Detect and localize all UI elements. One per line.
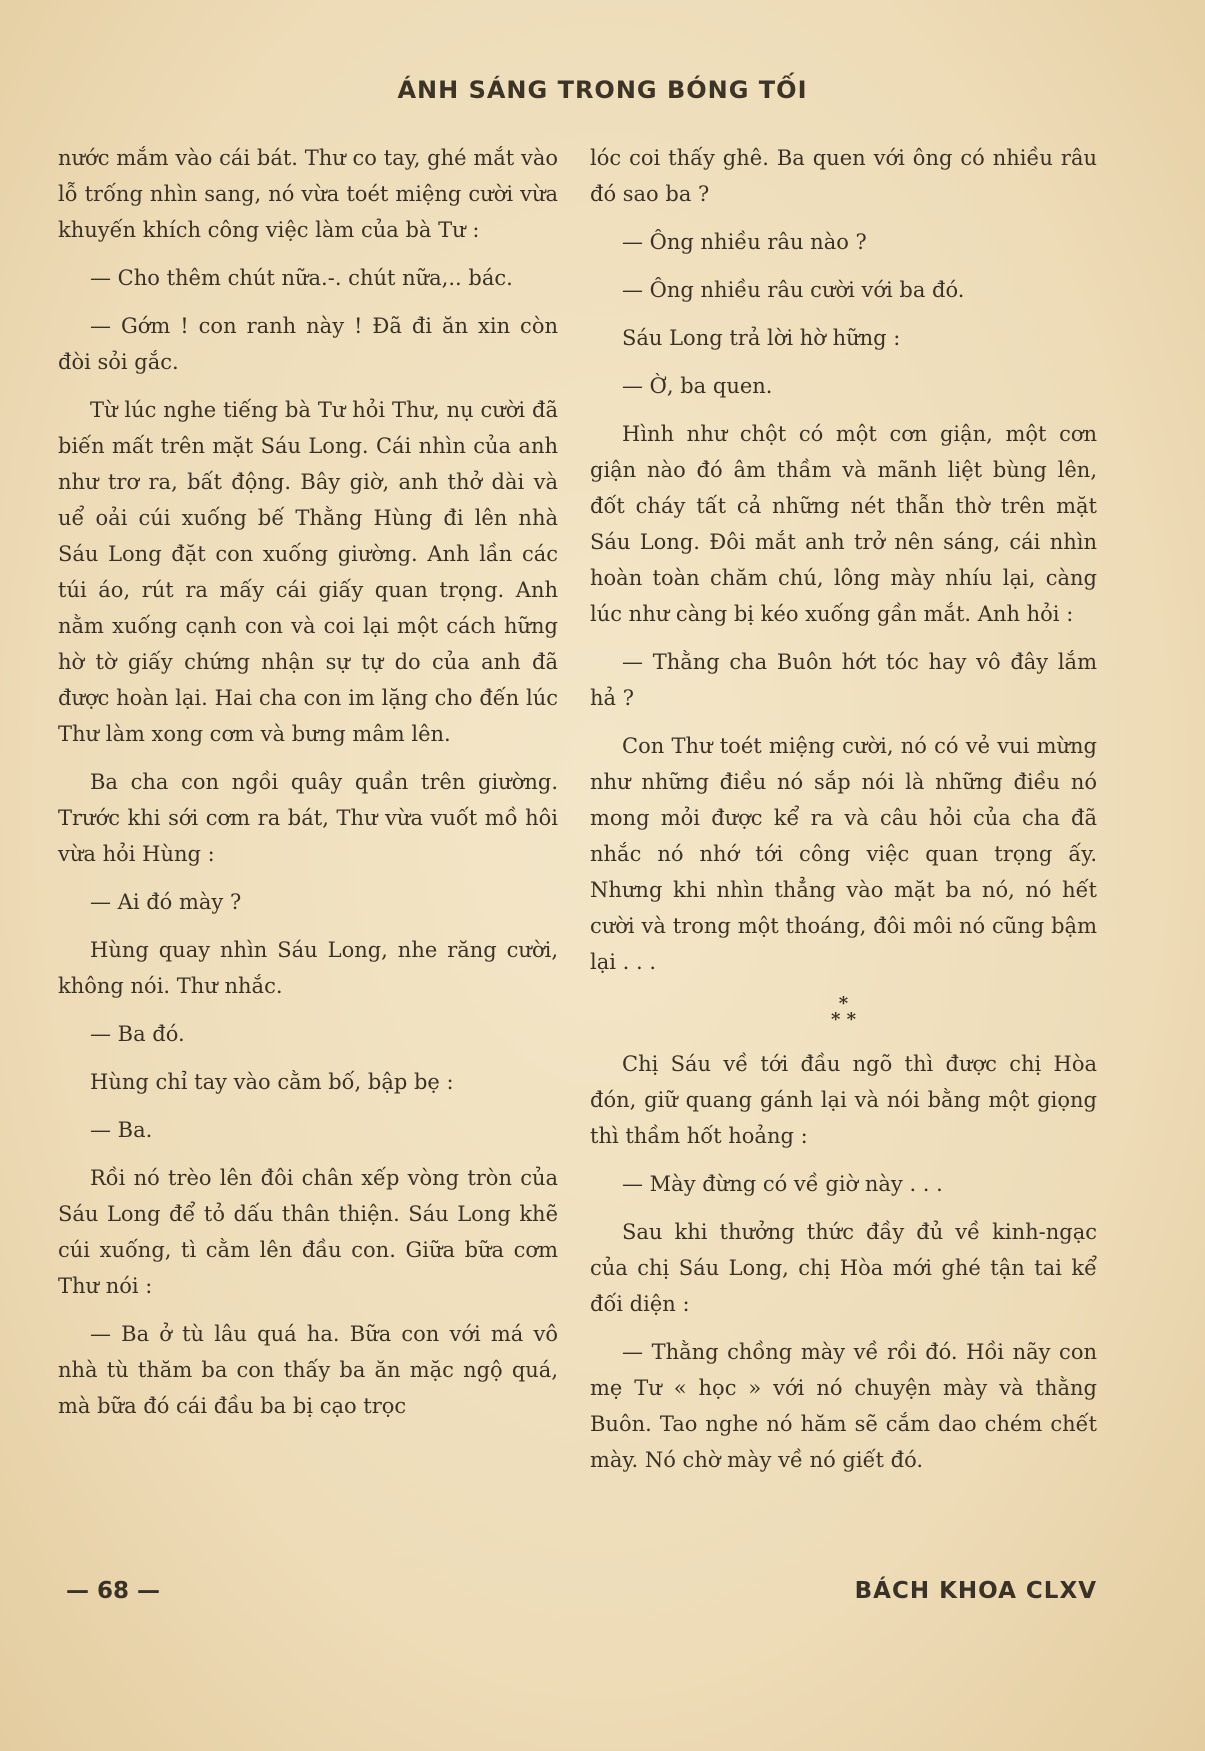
- paragraph: — Ông nhiều râu nào ?: [622, 230, 867, 254]
- paragraph: Hùng quay nhìn Sáu Long, nhe răng cười, không nói. Thư nhắc.: [58, 938, 558, 998]
- dinkus-top: *: [838, 993, 849, 1014]
- paragraph: — Gớm ! con ranh này ! Đã đi ăn xin còn đòi sỏi gắc.: [58, 314, 558, 374]
- paragraph: — Mày đừng có về giờ này . . .: [622, 1172, 943, 1196]
- paragraph: Hình như chột có một cơn giận, một cơn giận nào đó âm thầm và mãnh liệt bùng lên, đốt cháy tất cả những nét thẫn thờ trên mặt Sáu Long. Đôi mắt anh trở nên sáng, cái nhìn hoàn toàn chăm chú, lông mày nhíu lại, càng lúc như càng bị kéo xuống gần mắt. Anh hỏi :: [590, 422, 1097, 626]
- running-title: ÁNH SÁNG TRONG BÓNG TỐI: [397, 76, 808, 104]
- publication-name: BÁCH KHOA CLXV: [854, 1578, 1097, 1604]
- left-column: [58, 140, 558, 1436]
- paragraph: — Ba ở tù lâu quá ha. Bữa con với má vô nhà tù thăm ba con thấy ba ăn mặc ngộ quá, mà bữa đó cái đầu ba bị cạo trọc: [58, 1322, 558, 1418]
- paragraph: — Thằng chồng mày về rồi đó. Hồi nãy con mẹ Tư « học » với nó chuyện mày và thằng Buôn. Tao nghe nó hăm sẽ cắm dao chém chết mày. Nó chờ mày về nó giết đó.: [590, 1340, 1097, 1472]
- paragraph: — Ba.: [90, 1118, 153, 1142]
- paragraph: — Thằng cha Buôn hớt tóc hay vô đây lắm hả ?: [590, 650, 1097, 710]
- paragraph: nước mắm vào cái bát. Thư co tay, ghé mắt vào lỗ trống nhìn sang, nó vừa toét miệng cười vừa khuyến khích công việc làm của bà Tư :: [58, 146, 558, 242]
- paragraph: Sau khi thưởng thức đầy đủ về kinh-ngạc của chị Sáu Long, chị Hòa mới ghé tận tai kể đối diện :: [590, 1220, 1097, 1316]
- paragraph: Con Thư toét miệng cười, nó có vẻ vui mừng như những điều nó sắp nói là những điều nó mong mỏi được kể ra và câu hỏi của cha đã nhắc nó nhớ tới công việc quan trọng ấy. Nhưng khi nhìn thẳng vào mặt ba nó, nó hết cười và trong một thoáng, đôi môi nó cũng bậm lại . . .: [590, 734, 1097, 974]
- paragraph: Hùng chỉ tay vào cằm bố, bập bẹ :: [90, 1070, 454, 1094]
- paragraph: Rồi nó trèo lên đôi chân xếp vòng tròn của Sáu Long để tỏ dấu thân thiện. Sáu Long khẽ cúi xuống, tì cằm lên đầu con. Giữa bữa cơm Thư nói :: [58, 1166, 558, 1298]
- right-column: [590, 140, 1097, 1490]
- paragraph: Sáu Long trả lời hờ hững :: [622, 326, 901, 350]
- paragraph: Chị Sáu về tới đầu ngõ thì được chị Hòa đón, giữ quang gánh lại và nói bằng một giọng thì thầm hốt hoảng :: [590, 1052, 1097, 1148]
- paragraph: — Ba đó.: [90, 1022, 185, 1046]
- paragraph: Ba cha con ngồi quây quần trên giường. Trước khi sới cơm ra bát, Thư vừa vuốt mồ hôi vừa hỏi Hùng :: [58, 770, 558, 866]
- paragraph: lóc coi thấy ghê. Ba quen với ông có nhiều râu đó sao ba ?: [590, 146, 1097, 206]
- paragraph: — Ông nhiều râu cười với ba đó.: [622, 278, 965, 302]
- section-break: [590, 993, 1097, 1030]
- paragraph: Từ lúc nghe tiếng bà Tư hỏi Thư, nụ cười đã biến mất trên mặt Sáu Long. Cái nhìn của anh như trơ ra, bất động. Bây giờ, anh thở dài và uể oải cúi xuống bế Thằng Hùng đi lên nhà Sáu Long đặt con xuống giường. Anh lần các túi áo, rút ra mấy cái giấy quan trọng. Anh nằm xuống cạnh con và coi lại một cách hững hờ tờ giấy chứng nhận sự tự do của anh đã được hoàn lại. Hai cha con im lặng cho đến lúc Thư làm xong cơm và bưng mâm lên.: [58, 398, 558, 746]
- paragraph: — Ờ, ba quen.: [622, 374, 773, 398]
- page-number: — 68 —: [66, 1578, 161, 1604]
- dinkus-bottom: * *: [830, 1009, 857, 1030]
- paragraph: — Cho thêm chút nữa.-. chút nữa,.. bác.: [90, 266, 513, 290]
- paragraph: — Ai đó mày ?: [90, 890, 242, 914]
